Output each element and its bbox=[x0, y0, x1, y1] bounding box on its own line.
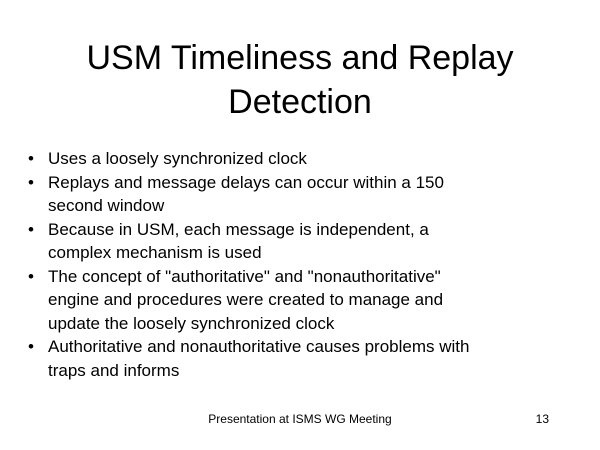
bullet-text-line: Because in USM, each message is independent, a bbox=[48, 219, 429, 239]
bullet-dot-icon: • bbox=[28, 149, 34, 168]
bullet-item bbox=[28, 171, 568, 218]
bullet-list bbox=[28, 147, 568, 382]
bullet-text-line: second window bbox=[48, 196, 165, 215]
slide-title bbox=[0, 36, 600, 124]
footer-presentation-text: Presentation at ISMS WG Meeting bbox=[208, 412, 392, 426]
bullet-item bbox=[28, 147, 568, 171]
slide-title-line-1: USM Timeliness and Replay bbox=[86, 39, 514, 77]
bullet-dot-icon: • bbox=[28, 266, 34, 286]
bullet-item bbox=[28, 335, 568, 382]
slide-title-line-2: Detection bbox=[228, 83, 372, 121]
page-number: 13 bbox=[535, 412, 549, 426]
bullet-text-line: traps and informs bbox=[48, 360, 180, 380]
bullet-text-line: Authoritative and nonauthoritative causes problems with bbox=[48, 337, 470, 356]
bullet-item bbox=[28, 218, 568, 265]
bullet-text-line: update the loosely synchronized clock bbox=[48, 313, 335, 333]
bullet-text-line: engine and procedures were created to manage and bbox=[48, 290, 444, 309]
bullet-dot-icon: • bbox=[28, 172, 34, 192]
bullet-text-line: Replays and message delays can occur within a 150 bbox=[48, 172, 444, 192]
bullet-dot-icon: • bbox=[28, 337, 34, 356]
bullet-text-line: complex mechanism is used bbox=[48, 243, 262, 262]
bullet-item bbox=[28, 265, 568, 336]
bullet-text-line: Uses a loosely synchronized clock bbox=[48, 149, 307, 168]
bullet-dot-icon: • bbox=[28, 219, 34, 239]
bullet-text-line: The concept of "authoritative" and "nonauthoritative" bbox=[48, 266, 441, 286]
